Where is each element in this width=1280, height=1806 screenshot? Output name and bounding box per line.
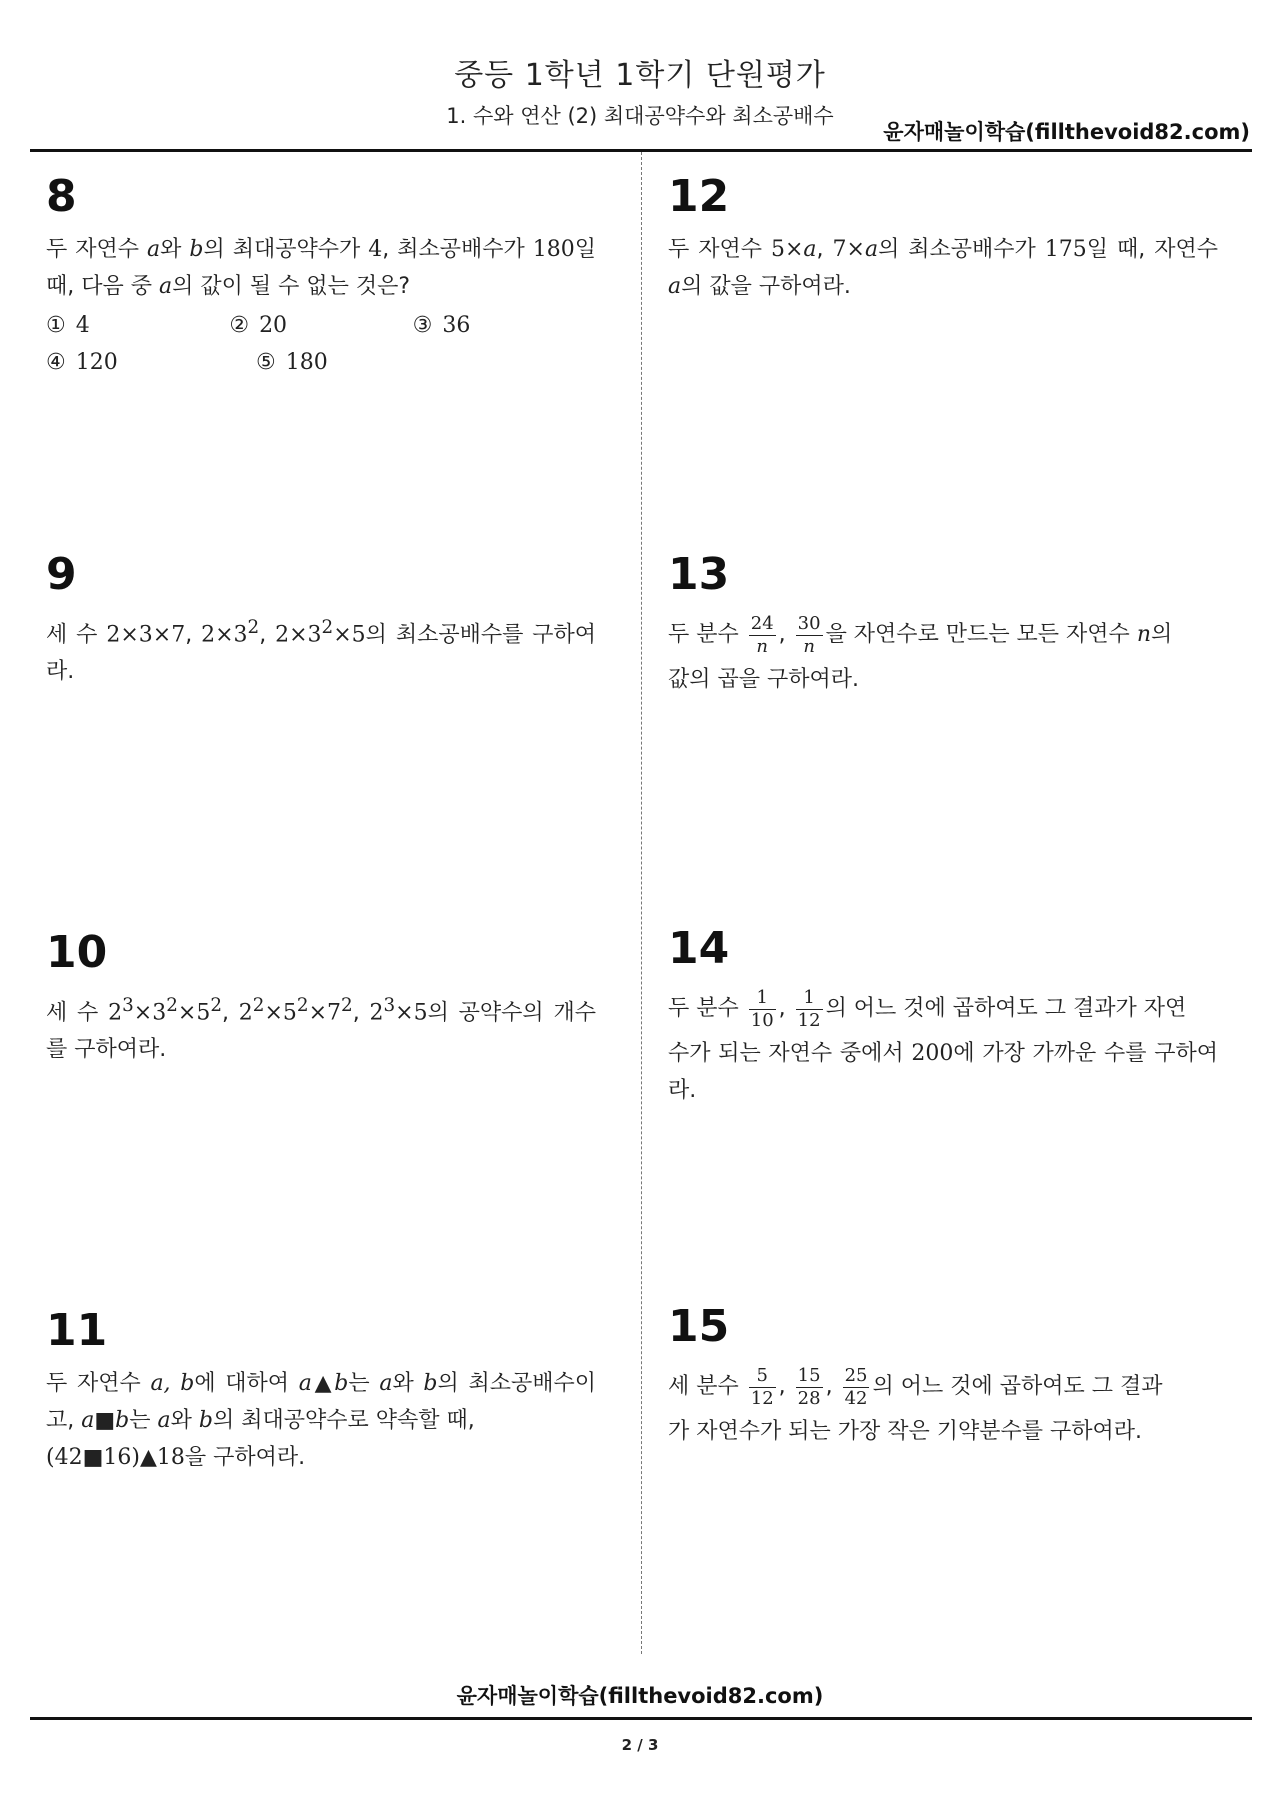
expression: 2×3×7 bbox=[106, 622, 186, 648]
choice-mark: ② bbox=[229, 313, 250, 338]
text: 값의 곱을 구하여라. bbox=[668, 667, 859, 692]
expression: 2 bbox=[238, 1000, 253, 1026]
problem-number: 11 bbox=[46, 1305, 108, 1356]
expression: ×3 bbox=[133, 1000, 167, 1026]
column-divider bbox=[641, 152, 642, 1654]
text: 가 자연수가 되는 가장 작은 기약분수를 구하여라. bbox=[668, 1419, 1142, 1444]
problem-text bbox=[668, 983, 1218, 1109]
expression: 5× bbox=[770, 237, 804, 262]
triangle-symbol: ▲ bbox=[139, 1445, 157, 1470]
text: 세 분수 bbox=[668, 1374, 746, 1399]
denominator: 42 bbox=[844, 1387, 868, 1409]
choice-value: 180 bbox=[285, 350, 328, 375]
page-title: 중등 1학년 1학기 단원평가 bbox=[454, 58, 826, 93]
problem-10 bbox=[46, 927, 596, 1068]
math: b bbox=[423, 1371, 438, 1396]
choice-mark: ⑤ bbox=[256, 350, 276, 375]
text: 을 구하여라. bbox=[184, 1445, 306, 1470]
text: 일 때, 다음 중 bbox=[46, 237, 596, 299]
problem-number: 9 bbox=[46, 549, 77, 600]
text: 을 자연수로 만드는 모든 자연수 bbox=[825, 622, 1137, 647]
problem-8 bbox=[46, 171, 596, 381]
math: n bbox=[1136, 622, 1151, 647]
header-brand: 윤자매놀이학습(fillthevoid82.com) bbox=[883, 120, 1250, 144]
choice-mark: ④ bbox=[46, 350, 66, 375]
expression: 2 bbox=[108, 1000, 123, 1026]
exponent: 2 bbox=[210, 995, 222, 1016]
denominator: 12 bbox=[797, 1009, 821, 1031]
text: 두 자연수 bbox=[46, 1371, 151, 1396]
problem-12 bbox=[668, 171, 1218, 305]
footer-rule bbox=[30, 1717, 1252, 1720]
problem-text bbox=[46, 987, 596, 1068]
text: 의 최소공배수가 bbox=[878, 237, 1045, 262]
text: 의 최소공배수이고, bbox=[46, 1371, 596, 1433]
problem-text bbox=[46, 231, 596, 305]
expression: ×7 bbox=[308, 1000, 342, 1026]
problem-13 bbox=[668, 549, 1218, 698]
math: a bbox=[298, 1371, 312, 1396]
denominator: 10 bbox=[750, 1009, 774, 1031]
math: b bbox=[189, 237, 204, 262]
choice-1[interactable] bbox=[46, 307, 229, 344]
problem-15 bbox=[668, 1301, 1218, 1450]
choice-5[interactable] bbox=[256, 344, 466, 381]
numerator: 5 bbox=[749, 1365, 776, 1388]
problem-number: 8 bbox=[46, 171, 77, 222]
square-symbol: ■ bbox=[82, 1445, 104, 1470]
expression: ×5 bbox=[264, 1000, 297, 1026]
problem-text bbox=[46, 1365, 596, 1476]
choice-value: 4 bbox=[75, 313, 90, 338]
text: 는 bbox=[348, 1371, 380, 1396]
square-symbol: ■ bbox=[94, 1408, 116, 1433]
text: , bbox=[778, 996, 793, 1021]
choice-3[interactable] bbox=[413, 307, 596, 344]
text: 두 자연수 bbox=[668, 237, 771, 262]
math: a bbox=[157, 1408, 171, 1433]
problem-number: 12 bbox=[668, 171, 730, 222]
problem-text bbox=[668, 609, 1218, 698]
fraction bbox=[796, 1365, 823, 1410]
problem-11 bbox=[46, 1305, 596, 1476]
text: 에 가장 가까운 수를 구하여라. bbox=[668, 1041, 1218, 1103]
text: , 최소공배수가 bbox=[382, 237, 533, 262]
text: , bbox=[185, 622, 202, 648]
choice-4[interactable] bbox=[46, 344, 256, 381]
text: 두 자연수 bbox=[46, 237, 147, 262]
problem-9 bbox=[46, 549, 596, 690]
text: 일 때, 자연수 bbox=[1086, 237, 1218, 262]
text: , bbox=[778, 1374, 793, 1399]
denominator: 12 bbox=[750, 1387, 774, 1409]
numerator: 1 bbox=[749, 987, 776, 1010]
exponent: 2 bbox=[252, 995, 265, 1016]
fraction bbox=[749, 1365, 776, 1410]
text: 의 어느 것에 곱하여도 그 결과가 자연 bbox=[825, 996, 1187, 1021]
text: , bbox=[222, 1000, 239, 1026]
fraction bbox=[749, 613, 776, 658]
math: a bbox=[158, 274, 173, 299]
text: 의 값이 될 수 없는 것은? bbox=[172, 274, 411, 299]
text: 에 대하여 bbox=[194, 1371, 299, 1396]
denominator: n bbox=[803, 635, 815, 657]
text: 의 최대공약수가 bbox=[203, 237, 369, 262]
text: , bbox=[778, 622, 793, 647]
triangle-symbol: ▲ bbox=[311, 1371, 335, 1396]
text: 의 공약수의 개수를 구하여라. bbox=[46, 1000, 596, 1063]
denominator: n bbox=[756, 635, 768, 657]
answer-choices bbox=[46, 307, 596, 381]
number: 4 bbox=[368, 237, 383, 262]
number: 175 bbox=[1044, 237, 1087, 262]
exponent: 3 bbox=[122, 995, 134, 1016]
math: a bbox=[668, 274, 682, 299]
numerator: 30 bbox=[797, 612, 821, 634]
footer-brand: 윤자매놀이학습(fillthevoid82.com) bbox=[456, 1684, 824, 1708]
expression: 18 bbox=[156, 1445, 185, 1470]
problem-number: 15 bbox=[668, 1301, 730, 1352]
expression: (42 bbox=[46, 1445, 83, 1470]
math: b bbox=[334, 1371, 349, 1396]
problem-text bbox=[46, 609, 596, 690]
problem-text bbox=[668, 231, 1218, 305]
choice-value: 20 bbox=[259, 313, 288, 338]
expression: 2 bbox=[369, 1000, 384, 1026]
problem-number: 14 bbox=[668, 923, 730, 974]
math: a bbox=[147, 237, 161, 262]
denominator: 28 bbox=[797, 1387, 821, 1409]
text: 와 bbox=[170, 1408, 199, 1433]
text: 의 최소공배수를 구하여라. bbox=[46, 622, 596, 685]
math: b bbox=[115, 1408, 130, 1433]
expression: 7× bbox=[832, 237, 865, 262]
exponent: 2 bbox=[296, 995, 309, 1016]
math: b bbox=[198, 1408, 213, 1433]
text: 는 bbox=[129, 1408, 158, 1433]
expression: 2×3 bbox=[275, 622, 322, 648]
number: 200 bbox=[911, 1041, 954, 1066]
text: , bbox=[825, 1374, 840, 1399]
numerator: 25 bbox=[844, 1364, 868, 1386]
exponent: 2 bbox=[247, 617, 260, 638]
choice-value: 120 bbox=[75, 350, 118, 375]
text: 두 분수 bbox=[668, 622, 746, 647]
choice-value: 36 bbox=[442, 313, 471, 338]
number: 180 bbox=[532, 237, 575, 262]
text: 세 수 bbox=[46, 1000, 109, 1026]
numerator: 1 bbox=[796, 987, 823, 1010]
choice-mark: ① bbox=[46, 313, 66, 338]
fraction bbox=[749, 987, 776, 1032]
expression: ×5 bbox=[333, 622, 366, 648]
problem-number: 13 bbox=[668, 549, 730, 600]
math: a bbox=[81, 1408, 95, 1433]
exponent: 2 bbox=[341, 995, 353, 1016]
math: a bbox=[803, 237, 817, 262]
text: 와 bbox=[160, 237, 190, 262]
page-subtitle: 1. 수와 연산 (2) 최대공약수와 최소공배수 bbox=[446, 104, 834, 128]
problem-number: 10 bbox=[46, 927, 108, 978]
expression: 16) bbox=[103, 1445, 140, 1470]
expression: ×5 bbox=[395, 1000, 428, 1026]
text: 의 어느 것에 곱하여도 그 결과 bbox=[872, 1374, 1163, 1399]
exponent: 2 bbox=[166, 995, 178, 1016]
text: 와 bbox=[392, 1371, 424, 1396]
text: , bbox=[816, 237, 833, 262]
text: 의 값을 구하여라. bbox=[681, 274, 851, 299]
problem-text bbox=[668, 1361, 1218, 1450]
numerator: 24 bbox=[750, 612, 774, 634]
text: , bbox=[352, 1000, 370, 1026]
expression: 2×3 bbox=[201, 622, 248, 648]
text: 두 분수 bbox=[668, 996, 746, 1021]
problem-14 bbox=[668, 923, 1218, 1109]
math: a bbox=[379, 1371, 393, 1396]
fraction bbox=[796, 987, 823, 1032]
fraction bbox=[843, 1365, 870, 1410]
math: a bbox=[864, 237, 879, 262]
math: a, b bbox=[150, 1371, 195, 1396]
expression: ×5 bbox=[177, 1000, 211, 1026]
text: 세 수 bbox=[46, 622, 107, 648]
numerator: 15 bbox=[797, 1364, 821, 1386]
exponent: 2 bbox=[321, 617, 334, 638]
page-number: 2 / 3 bbox=[621, 1736, 659, 1754]
choice-2[interactable] bbox=[229, 307, 412, 344]
choice-mark: ③ bbox=[412, 313, 433, 338]
text: , bbox=[259, 622, 276, 648]
text: 의 bbox=[1150, 622, 1173, 647]
fraction bbox=[796, 613, 823, 658]
text: 의 최대공약수로 약속할 때, bbox=[212, 1408, 475, 1433]
exponent: 3 bbox=[383, 995, 396, 1016]
text: 수가 되는 자연수 중에서 bbox=[668, 1041, 912, 1066]
